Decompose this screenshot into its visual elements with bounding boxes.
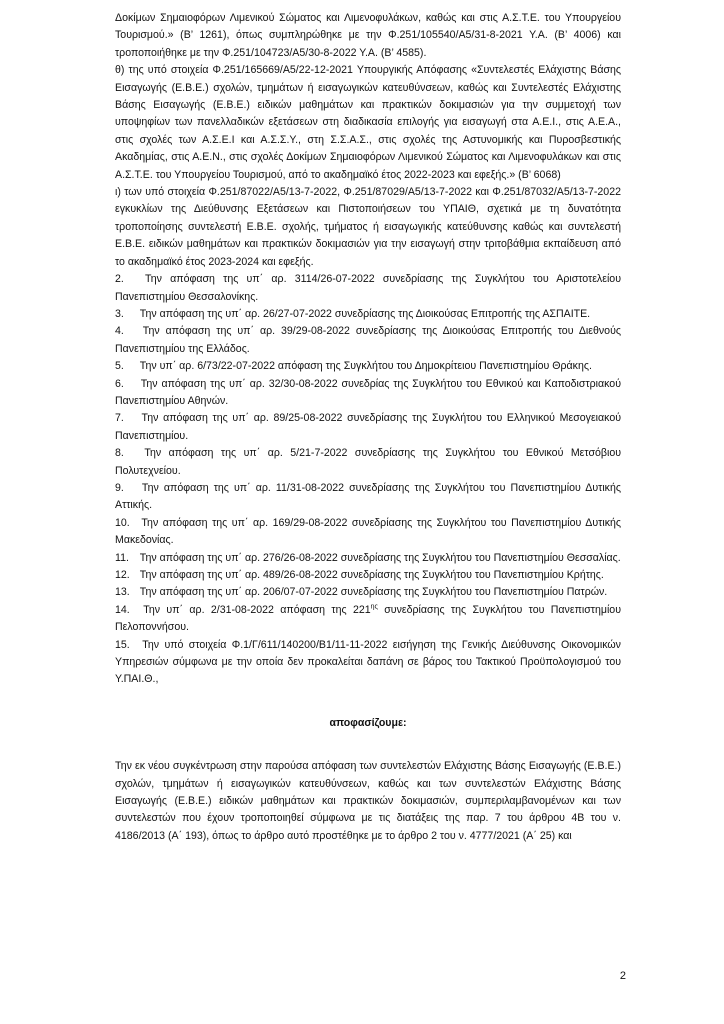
list-item: 13. Την απόφαση της υπ΄ αρ. 206/07-07-2022 συνεδρίασης της Συγκλήτου του Πανεπιστημίου Πατρών. [115,586,608,599]
list-item: 15. Την υπό στοιχεία Φ.1/Γ/611/140200/Β1/11-11-2022 εισήγηση της Γενικής Διεύθυνσης Οικονομικών Υπηρεσιών σύμφωνα με την οποία δεν προκαλείται δαπάνη σε βάρος του Τακτικού Προϋπολογισμού του Υ.ΠΑΙ.Θ., [115,638,621,686]
list-item: 2. Την απόφαση της υπ΄ αρ. 3114/26-07-2022 συνεδρίασης της Συγκλήτου του Αριστοτελείου Πανεπιστημίου Θεσσαλονίκης. [115,273,621,303]
list-item: 6. Την απόφαση της υπ΄ αρ. 32/30-08-2022 συνεδρίας της Συγκλήτου του Εθνικού και Καποδιστριακού Πανεπιστημίου Αθηνών. [115,377,621,407]
list-item: 14. Την υπ΄ αρ. 2/31-08-2022 απόφαση της $221^{\eta\varsigma}$ συνεδρίασης της Συγκλήτου του Πανεπιστημίου Πελοποννήσου. [115,603,621,634]
list-item: 8. Την απόφαση της υπ΄ αρ. 5/21-7-2022 συνεδρίασης της Συγκλήτου του Εθνικού Μετσόβιου Πολυτεχνείου. [115,447,622,477]
list-item: 7. Την απόφαση της υπ΄ αρ. 89/25-08-2022 συνεδρίασης της Συγκλήτου του Ελληνικού Μεσογειακού Πανεπιστημίου. [115,412,621,442]
list-item: 5. Την υπ΄ αρ. 6/73/22-07-2022 απόφαση της Συγκλήτου του Δημοκρίτειου Πανεπιστημίου Θράκης. [115,360,592,373]
document-body [115,10,621,845]
decision-paragraph: Την εκ νέου συγκέντρωση στην παρούσα απόφαση των συντελεστών Ελάχιστης Βάσης Εισαγωγής (Ε.Β.Ε.) σχολών, τμημάτων ή εισαγωγικών κατευθύνσεων, καθώς και των συντελεστών Ελάχιστης Βάσης Εισαγωγής (Ε.Β.Ε.) ειδικών μαθημάτων και πρακτικών δοκιμασιών, συμπεριλαμβανομένων και των συντελεστών που έχουν τροποποιηθεί σύμφωνα με τις διατάξεις της παρ. 7 του άρθρου 4Β του ν. 4186/2013 (Α΄ 193), όπως το άρθρο αυτό προστέθηκε με το άρθρο 2 του ν. 4777/2021 (Α΄ 25) και [115,760,621,842]
page-number: 2 [619,970,626,982]
decision-heading: αποφασίζουμε: [329,716,407,729]
list-item: 11. Την απόφαση της υπ΄ αρ. 276/26-08-2022 συνεδρίασης της Συγκλήτου του Πανεπιστημίου Θεσσαλίας. [115,551,621,564]
clause-theta: θ) της υπό στοιχεία Φ.251/165669/Α5/22-12-2021 Υπουργικής Απόφασης «Συντελεστές Ελάχιστης Βάσης Εισαγωγής (Ε.Β.Ε.) σχολών, τμημάτων ή εισαγωγικών κατευθύνσεων, καθώς και Συντελεστές Ελάχιστης Βάσης Εισαγωγής (Ε.Β.Ε.) ειδικών μαθημάτων και πρακτικών δοκιμασιών για την συμμετοχή των υποψηφίων των πανελλαδικών εξετάσεων στη διαδικασία επιλογής για εισαγωγή στα Α.Ε.Ι., στις Α.Ε.Α., στις σχολές των Α.Σ.Ε.Ι και Α.Σ.Σ.Υ., στη Σ.Σ.Α.Σ., στις σχολές της Αστυνομικής και Πυροσβεστικής Ακαδημίας, στις Α.Ε.Ν., στις σχολές Δοκίμων Σημαιοφόρων Λιμενικού Σώματος και Λιμενοφυλάκων και στις Α.Σ.Τ.Ε. του Υπουργείου Τουρισμού, από το ακαδημαϊκό έτος 2022-2023 και εφεξής.» (Β’ 6068) [115,64,621,181]
clause-iota: ι) των υπό στοιχεία Φ.251/87022/Α5/13-7-2022, Φ.251/87029/Α5/13-7-2022 και Φ.251/87032/Α5/13-7-2022 εγκυκλίων της Διεύθυνσης Εξετάσεων και Πιστοποιήσεων του ΥΠΑΙΘ, σχετικά με τη δυνατότητα τροποποίησης συντελεστή Ε.Β.Ε. σχολής, τμήματος ή εισαγωγικής κατεύθυνσης καθώς και συντελεστή Ε.Β.Ε. ειδικών μαθημάτων και πρακτικών δοκιμασιών για την εισαγωγή στην τριτοβάθμια εκπαίδευση από το ακαδημαϊκό έτος 2023-2024 και εφεξής. [115,186,621,268]
list-item: 12. Την απόφαση της υπ΄ αρ. 489/26-08-2022 συνεδρίασης της Συγκλήτου του Πανεπιστημίου Κρήτης. [115,569,604,581]
list-item: 3. Την απόφαση της υπ΄ αρ. 26/27-07-2022 συνεδρίασης της Διοικούσας Επιτροπής της ΑΣΠΑΙΤΕ. [115,307,591,320]
list-item: 10. Την απόφαση της υπ΄ αρ. 169/29-08-2022 συνεδρίασης της Συγκλήτου του Πανεπιστημίου Δυτικής Μακεδονίας. [115,516,621,547]
continuation-paragraph: Δοκίμων Σημαιοφόρων Λιμενικού Σώματος και Λιμενοφυλάκων, καθώς και στις Α.Σ.Τ.Ε. του Υπουργείου Τουρισμού.» (Β’ 1261), όπως συμπληρώθηκε με την Φ.251/105540/Α5/31-8-2021 Υ.Α. (Β’ 4006) και τροποποιήθηκε με την Φ.251/104723/Α5/30-8-2022 Υ.Α. (Β’ 4585). [115,12,621,59]
list-item: 9. Την απόφαση της υπ΄ αρ. 11/31-08-2022 συνεδρίασης της Συγκλήτου του Πανεπιστημίου Δυτικής Αττικής. [115,481,621,512]
list-item: 4. Την απόφαση της υπ΄ αρ. 39/29-08-2022 συνεδρίασης της Διοικούσας Επιτροπής του Διεθνούς Πανεπιστημίου της Ελλάδος. [115,325,621,355]
